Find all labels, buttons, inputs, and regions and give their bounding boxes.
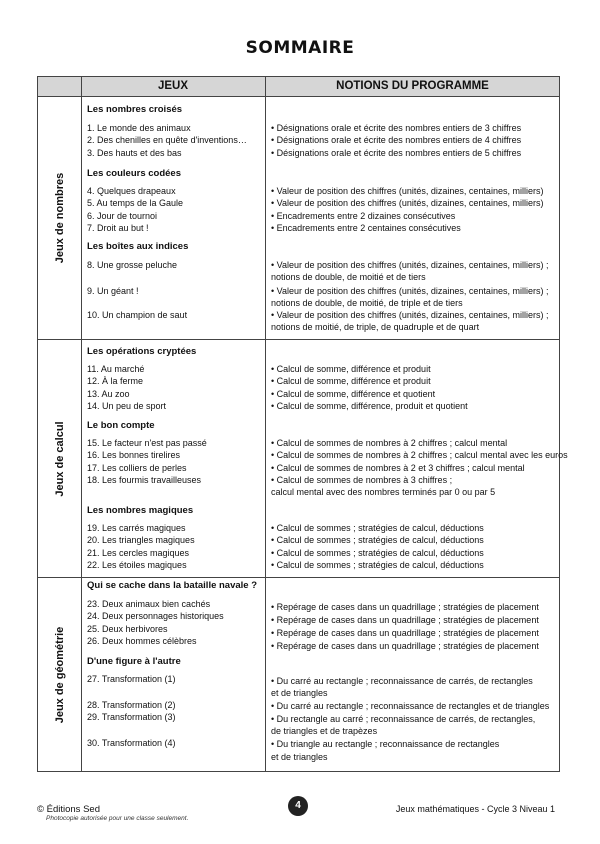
game-item: 12. À la ferme [87,376,144,386]
group-title: Qui se cache dans la bataille navale ? [87,580,258,591]
game-item: 27. Transformation (1) [87,674,176,684]
contents-table [37,76,568,772]
header-jeux: JEUX [157,80,189,92]
group-title: Le bon compte [87,420,155,431]
notion-item: • Repérage de cases dans un quadrillage ; stratégies de placement [271,641,539,651]
notion-item: • Calcul de sommes de nombres à 2 chiffres ; calcul mental [271,438,508,448]
category-geometrie: Jeux de géométrie [53,626,66,723]
series-title: Jeux mathématiques - Cycle 3 Niveau 1 [395,804,555,814]
game-item: 13. Au zoo [87,389,130,399]
game-item: 21. Les cercles magiques [87,548,190,558]
game-item: 24. Deux personnages historiques [87,611,224,621]
notion-item: • Repérage de cases dans un quadrillage ; stratégies de placement [271,628,539,638]
notion-item: • Encadrements entre 2 centaines consécutives [271,223,461,233]
game-item: 3. Des hauts et des bas [87,148,182,158]
game-item: 5. Au temps de la Gaule [87,198,184,208]
header-notions: NOTIONS DU PROGRAMME [336,80,489,92]
game-item: 2. Des chenilles en quête d'inventions… [87,135,247,145]
game-item: 25. Deux herbivores [87,624,168,634]
notion-item: • Encadrements entre 2 dizaines consécutives [271,211,456,221]
notion-item: notions de double, de moitié et de tiers [271,272,426,282]
game-item: 7. Droit au but ! [87,223,149,233]
notion-item: et de triangles [271,752,328,762]
notion-item: notions de double, de moitié, de triple et de tiers [271,298,463,308]
notion-item: • Désignations orale et écrite des nombres entiers de 3 chiffres [271,123,522,133]
copy-note: Photocopie autorisée pour une classe seulement. [46,815,189,822]
page-title: SOMMAIRE [245,38,355,58]
game-item: 15. Le facteur n'est pas passé [87,438,207,448]
notion-item: • Du rectangle au carré ; reconnaissance de carrés, de rectangles, [271,714,536,724]
section-divider [38,577,559,578]
group-title: Les nombres croisés [87,104,183,115]
notion-item: • Désignations orale et écrite des nombres entiers de 5 chiffres [271,148,522,158]
game-item: 9. Un géant ! [87,286,139,296]
notion-item: • Valeur de position des chiffres (unités, dizaines, centaines, milliers) [271,186,544,196]
game-item: 22. Les étoiles magiques [87,560,187,570]
game-item: 30. Transformation (4) [87,738,176,748]
group-title: D'une figure à l'autre [87,656,181,667]
notion-item: • Calcul de sommes ; stratégies de calcul, déductions [271,535,484,545]
divider [81,77,82,771]
group-title: Les couleurs codées [87,168,181,179]
section-divider [38,339,559,340]
publisher: © Éditions Sed [37,804,100,815]
game-item: 6. Jour de tournoi [87,211,158,221]
notion-item: • Du carré au rectangle ; reconnaissance de rectangles et de triangles [271,701,550,711]
game-item: 20. Les triangles magiques [87,535,195,545]
game-item: 17. Les colliers de perles [87,463,187,473]
category-nombres: Jeux de nombres [53,172,66,264]
divider [265,77,266,771]
notion-item: • Du carré au rectangle ; reconnaissance de carrés, de rectangles [271,676,533,686]
notion-item: • Calcul de somme, différence et produit [271,364,431,374]
game-item: 16. Les bonnes tirelires [87,450,181,460]
game-item: 28. Transformation (2) [87,700,176,710]
notion-item: • Valeur de position des chiffres (unités, dizaines, centaines, milliers) ; [271,286,549,296]
notion-item: et de triangles [271,688,328,698]
game-item: 10. Un champion de saut [87,310,188,320]
notion-item: • Calcul de sommes ; stratégies de calcul, déductions [271,548,484,558]
notion-item: • Calcul de somme, différence, produit et quotient [271,401,468,411]
notion-item: de triangles et de trapèzes [271,726,378,736]
game-item: 14. Un peu de sport [87,401,167,411]
notion-item: • Du triangle au rectangle ; reconnaissance de rectangles [271,739,500,749]
notion-item: • Calcul de sommes de nombres à 2 chiffres ; calcul mental avec les euros [271,450,568,460]
notion-item: • Calcul de sommes ; stratégies de calcul, déductions [271,523,484,533]
group-title: Les opérations cryptées [87,346,197,357]
game-item: 19. Les carrés magiques [87,523,186,533]
notion-item: • Calcul de sommes ; stratégies de calcul, déductions [271,560,484,570]
notion-item: • Calcul de sommes de nombres à 3 chiffres ; [271,475,453,485]
notion-item: • Repérage de cases dans un quadrillage ; stratégies de placement [271,602,539,612]
notion-item: • Calcul de somme, différence et produit [271,376,431,386]
table-header [38,77,559,97]
notion-item: calcul mental avec des nombres terminés par 0 ou par 5 [271,487,496,497]
notion-item: • Calcul de somme, différence et quotient [271,389,436,399]
game-item: 8. Une grosse peluche [87,260,178,270]
notion-item: • Valeur de position des chiffres (unités, dizaines, centaines, milliers) [271,198,544,208]
game-item: 4. Quelques drapeaux [87,186,176,196]
notion-item: • Désignations orale et écrite des nombres entiers de 4 chiffres [271,135,522,145]
notion-item: • Valeur de position des chiffres (unités, dizaines, centaines, milliers) ; [271,260,549,270]
category-calcul: Jeux de calcul [53,420,66,497]
page-number: 4 [288,796,308,816]
game-item: 11. Au marché [87,364,145,374]
group-title: Les nombres magiques [87,505,194,516]
game-item: 18. Les fourmis travailleuses [87,475,202,485]
group-title: Les boîtes aux indices [87,241,189,252]
notion-item: • Calcul de sommes de nombres à 2 et 3 chiffres ; calcul mental [271,463,525,473]
game-item: 29. Transformation (3) [87,712,176,722]
game-item: 23. Deux animaux bien cachés [87,599,211,609]
notion-item: • Valeur de position des chiffres (unités, dizaines, centaines, milliers) ; [271,310,549,320]
game-item: 26. Deux hommes célèbres [87,636,197,646]
notion-item: notions de moitié, de triple, de quadruple et de quart [271,322,480,332]
notion-item: • Repérage de cases dans un quadrillage ; stratégies de placement [271,615,539,625]
game-item: 1. Le monde des animaux [87,123,191,133]
